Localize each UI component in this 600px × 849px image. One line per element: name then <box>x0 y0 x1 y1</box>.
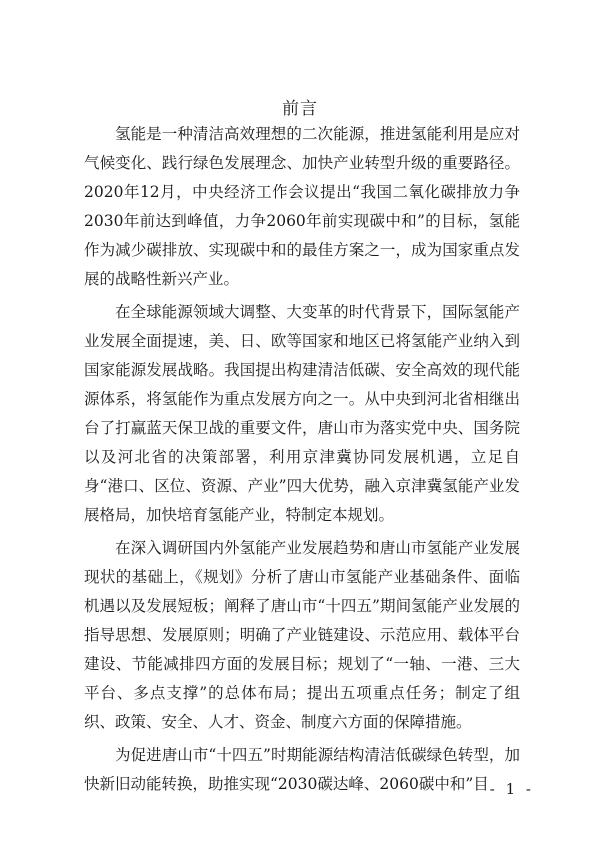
page-number: - 1 - <box>489 780 534 798</box>
paragraph-4: 为促进唐山市“十四五”时期能源结构清洁低碳绿色转型，加快新旧动能转换，助推实现“2030碳达峰、2060碳中和”目 <box>84 746 520 793</box>
document-body <box>84 120 520 803</box>
page-title: 前言 <box>282 99 318 119</box>
paragraph-1: 氢能是一种清洁高效理想的二次能源，推进氢能利用是应对气候变化、践行绿色发展理念、加快产业转型升级的重要路径。2020年12月，中央经济工作会议提出“我国二氧化碳排放力争2030年前达到峰值，力争2060年前实现碳中和”的目标，氢能作为减少碳排放、实现碳中和的最佳方案之一，成为国家重点发展的战略性新兴产业。 <box>84 125 520 288</box>
paragraph-3: 在深入调研国内外氢能产业发展趋势和唐山市氢能产业发展现状的基础上，《规划》分析了唐山市氢能产业基础条件、面临机遇以及发展短板；阐释了唐山市“十四五”期间氢能产业发展的指导思想、发展原则；明确了产业链建设、示范应用、载体平台建设、节能减排四方面的发展目标；规划了“一轴、一港、三大平台、多点支撑”的总体布局；提出五项重点任务；制定了组织、政策、安全、人才、资金、制度六方面的保障措施。 <box>84 539 520 731</box>
paragraph-2: 在全球能源领域大调整、大变革的时代背景下，国际氢能产业发展全面提速，美、日、欧等国家和地区已将氢能产业纳入到国家能源发展战略。我国提出构建清洁低碳、安全高效的现代能源体系，将氢能作为重点发展方向之一。从中央到河北省相继出台了打赢蓝天保卫战的重要文件，唐山市为落实党中央、国务院以及河北省的决策部署，利用京津冀协同发展机遇，立足自身“港口、区位、资源、产业”四大优势，融入京津冀氢能产业发展格局，加快培育氢能产业，特制定本规划。 <box>84 303 520 524</box>
